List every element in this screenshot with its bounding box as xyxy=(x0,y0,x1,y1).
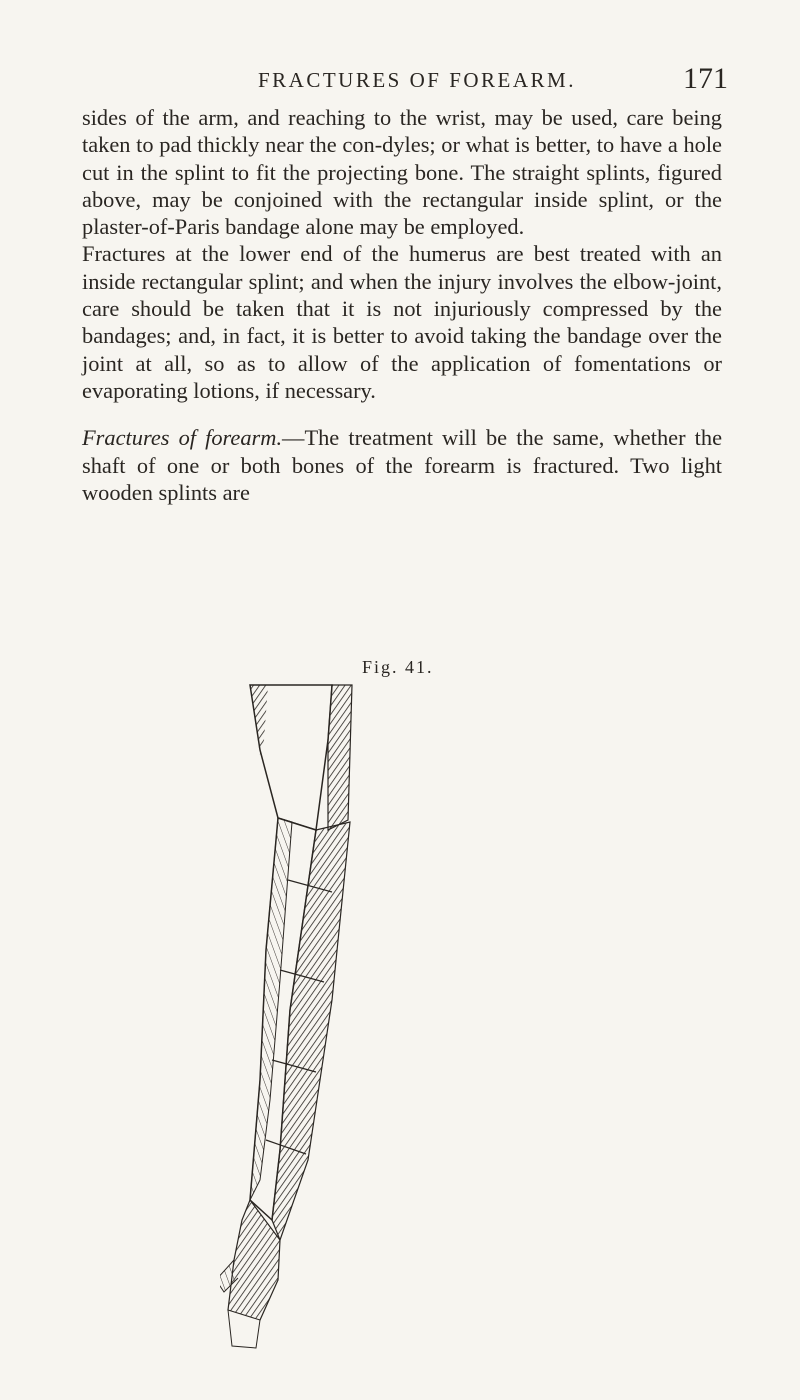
section-text: —The treatment will be the same, whether the shaft of one or both bones of the forearm is fractured. Two light wooden splints are xyxy=(82,425,723,505)
hand xyxy=(220,1200,280,1348)
body-text xyxy=(82,104,722,506)
section-paragraph xyxy=(82,424,722,506)
page-number: 171 xyxy=(683,62,728,95)
paragraph-2: Fractures at the lower end of the humerus are best treated with an inside rectangular splint; and when the injury involves the elbow-joint, care should be taken that it is not injuriously compressed by the bandages; and, in fact, it is better to avoid taking the bandage over the joint at all, so as to allow of the application of fomentations or evaporating lotions, if necessary. xyxy=(82,241,722,403)
forearm-splints xyxy=(250,818,350,1240)
upper-arm xyxy=(250,685,332,830)
upper-splint xyxy=(328,685,352,830)
running-head xyxy=(0,62,800,102)
paragraph-1: sides of the arm, and reaching to the wrist, may be used, care being taken to pad thickly near the con-dyles; or what is better, to have a hole cut in the splint to fit the projecting bone. The straight splints, figured above, may be conjoined with the rectangular inside splint, or the plaster-of-Paris bandage alone may be employed. xyxy=(82,105,722,240)
figure-caption: Fig. 41. xyxy=(362,657,434,677)
running-title: FRACTURES OF FOREARM. xyxy=(258,68,576,92)
forearm-splint-illustration xyxy=(220,680,540,1400)
section-heading: Fractures of forearm. xyxy=(82,425,283,451)
